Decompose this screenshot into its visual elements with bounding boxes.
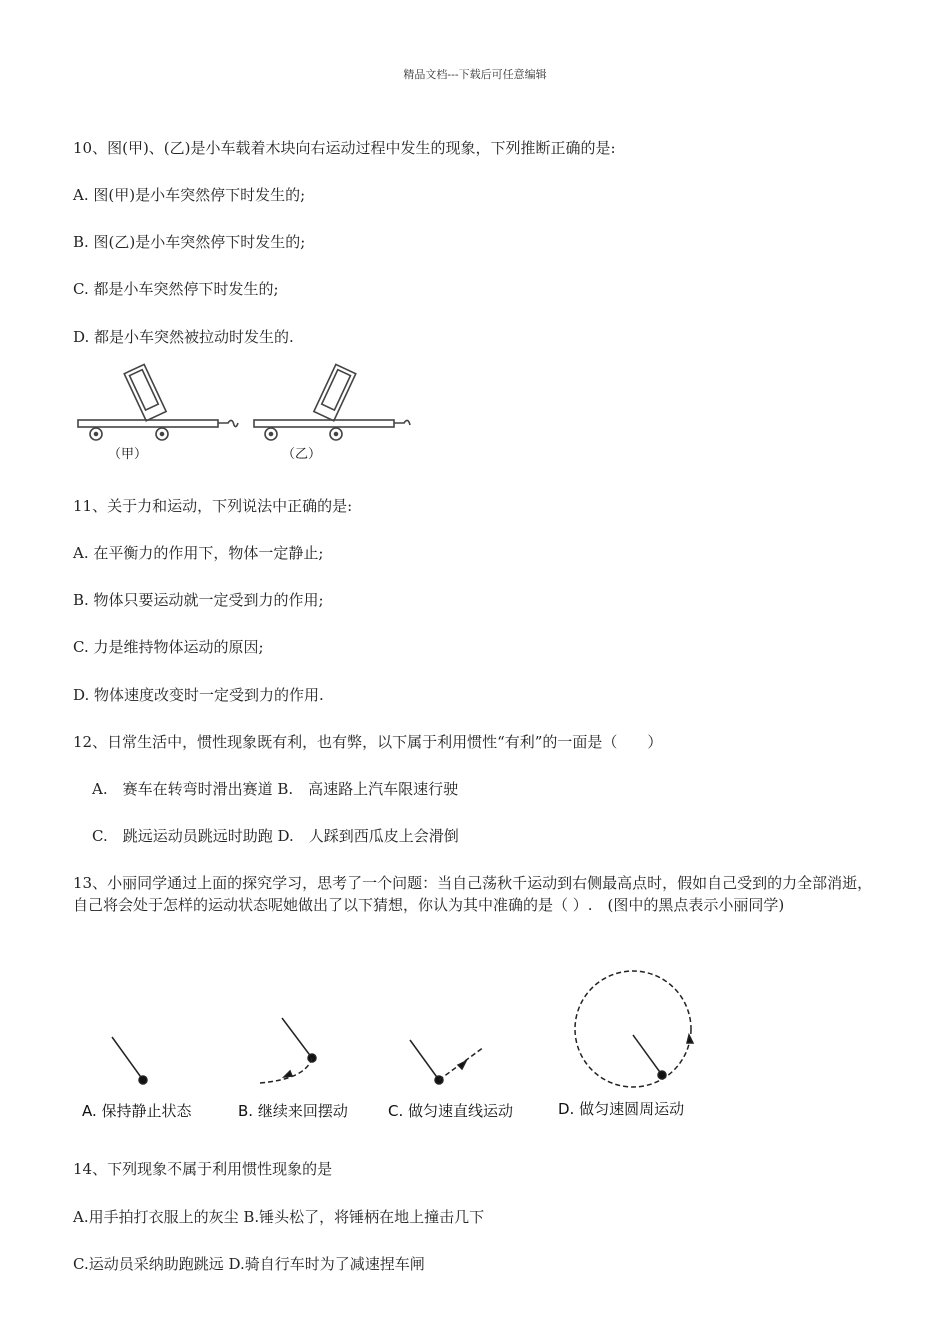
q13-options-figure <box>70 965 720 1125</box>
q10-label-yi: （乙） <box>282 447 322 462</box>
block-tilted-forward <box>314 364 356 420</box>
option-b-diagram <box>260 1018 316 1083</box>
q12-stem: 12、日常生活中，惯性现象既有利，也有弊，以下属于利用惯性“有利”的一面是（ ） <box>73 733 663 751</box>
q11-option-c: C. 力是维持物体运动的原因; <box>73 638 264 656</box>
q14-stem: 14、下列现象不属于利用惯性现象的是 <box>73 1160 333 1178</box>
block-tilted-back <box>124 364 166 420</box>
page-header: 精品文档---下载后可任意编辑 <box>403 68 547 81</box>
q11-option-d: D. 物体速度改变时一定受到力的作用. <box>73 686 324 704</box>
option-d-diagram <box>575 971 693 1087</box>
q13-option-c: C. 做匀速直线运动 <box>388 1102 514 1120</box>
q13-option-b: B. 继续来回摆动 <box>238 1102 348 1120</box>
q13-option-a: A. 保持静止状态 <box>82 1102 192 1120</box>
q14-options-ab: A.用手拍打衣服上的灰尘 B.锤头松了，将锤柄在地上撞击几下 <box>73 1208 485 1226</box>
q10-option-d: D. 都是小车突然被拉动时发生的. <box>73 328 294 346</box>
q13-stem: 13、小丽同学通过上面的探究学习，思考了一个问题：当自己荡秋千运动到右侧最高点时，假如自己受到的力全部消逝，自己将会处于怎样的运动状态呢她做出了以下猜想，你认为其中准确的是（ ）. (图中的黑点表示小丽同学) <box>73 874 873 914</box>
option-a-diagram <box>112 1037 147 1084</box>
q10-cart-figure <box>70 365 410 465</box>
q14-options-cd: C.运动员采纳助跑跳远 D.骑自行车时为了减速捏车闸 <box>73 1255 425 1273</box>
q10-option-a: A. 图(甲)是小车突然停下时发生的; <box>73 186 306 204</box>
q10-label-jia: （甲） <box>108 447 148 462</box>
cart-yi <box>254 364 410 440</box>
q10-option-c: C. 都是小车突然停下时发生的; <box>73 280 279 298</box>
cart-jia <box>78 364 238 440</box>
q12-options-ab: A. 赛车在转弯时滑出赛道 B. 高速路上汽车限速行驶 <box>92 780 459 798</box>
q11-stem: 11、关于力和运动，下列说法中正确的是: <box>73 497 353 515</box>
q10-option-b: B. 图(乙)是小车突然停下时发生的; <box>73 233 306 251</box>
q11-option-a: A. 在平衡力的作用下，物体一定静止; <box>73 544 324 562</box>
q13-option-d: D. 做匀速圆周运动 <box>558 1100 685 1118</box>
q10-stem: 10、图(甲)、(乙)是小车载着木块向右运动过程中发生的现象，下列推断正确的是: <box>73 139 616 157</box>
option-c-diagram <box>410 1040 484 1084</box>
q11-option-b: B. 物体只要运动就一定受到力的作用; <box>73 591 324 609</box>
q12-options-cd: C. 跳远运动员跳远时助跑 D. 人踩到西瓜皮上会滑倒 <box>92 827 459 845</box>
